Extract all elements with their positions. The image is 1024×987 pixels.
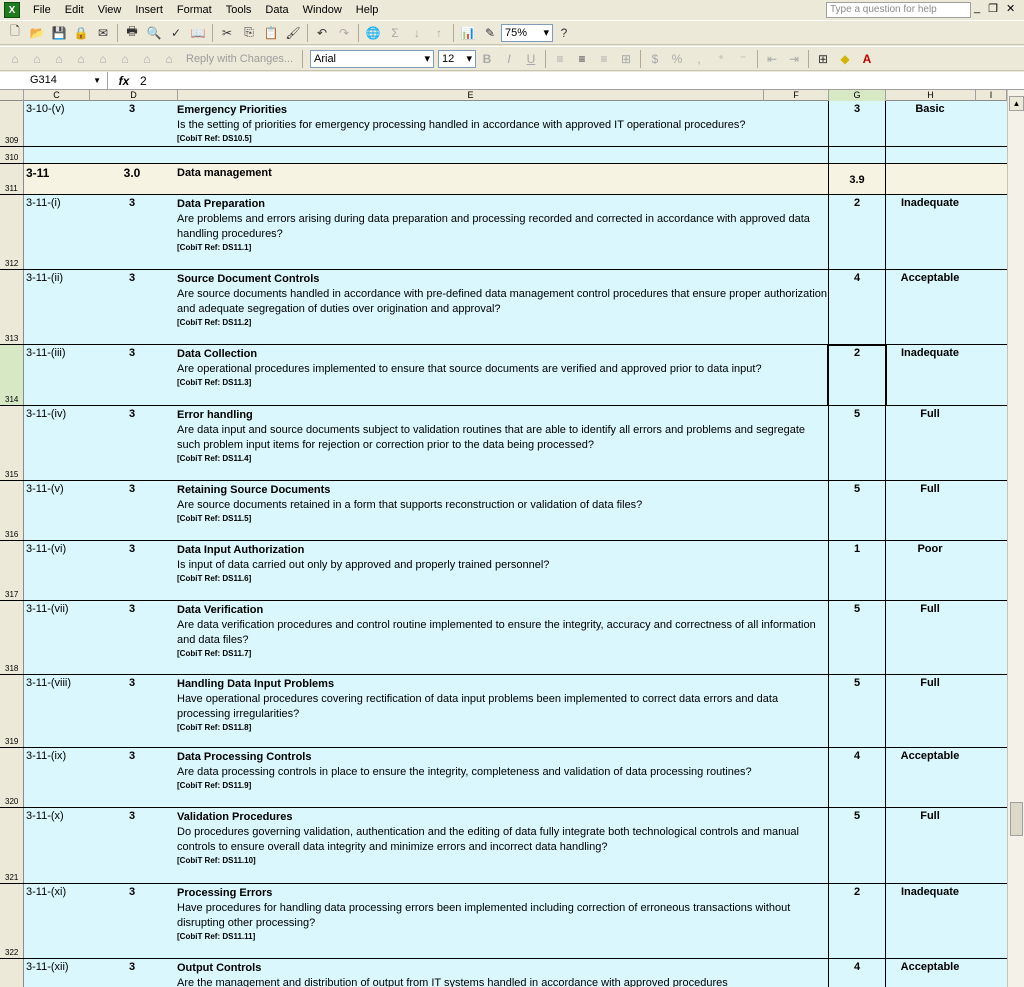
column-header-h[interactable]: H (886, 90, 976, 101)
item-question: Is input of data carried out only by approved and properly trained personnel? (177, 559, 550, 571)
item-title: Data Preparation (177, 198, 266, 210)
chevron-down-icon: ▼ (93, 76, 101, 85)
permission-icon[interactable]: 🔒 (73, 25, 89, 40)
cell-weight[interactable]: 3 (128, 103, 136, 115)
help-search-input[interactable]: Type a question for help (826, 2, 971, 18)
cobit-ref: [CobiT Ref: DS11.3] (177, 378, 252, 387)
fill-color-icon[interactable]: ◆ (840, 51, 850, 66)
row-header[interactable] (0, 959, 24, 987)
excel-app-icon[interactable]: X (4, 2, 20, 18)
email-icon[interactable]: ✉ (97, 25, 109, 40)
hyperlink-icon[interactable]: 🌐 (365, 25, 381, 40)
table-row (0, 406, 1007, 481)
table-row (0, 195, 1007, 270)
review-icon[interactable]: ⌂ (11, 51, 19, 66)
cell-rating[interactable]: Acceptable (900, 272, 960, 284)
item-title: Retaining Source Documents (177, 484, 331, 496)
cobit-ref: [CobiT Ref: DS11.7] (177, 649, 252, 658)
cell-score[interactable]: 1 (853, 543, 861, 555)
restore-icon[interactable]: ❐ (988, 3, 998, 15)
row-header[interactable]: 315 (0, 406, 24, 480)
cell-question[interactable] (177, 408, 827, 464)
format-painter-icon[interactable]: 🖌 (285, 25, 301, 40)
separator (808, 50, 809, 68)
close-icon[interactable]: ✕ (1006, 3, 1016, 15)
table-row (0, 270, 1007, 345)
column-header-i[interactable]: I (976, 90, 1007, 101)
table-row (0, 541, 1007, 601)
row-header[interactable]: 309 (0, 101, 24, 146)
cell-question[interactable] (177, 166, 827, 181)
redo-icon[interactable]: ↷ (338, 25, 350, 40)
table-row (0, 164, 1007, 195)
cobit-ref: [CobiT Ref: DS11.10] (177, 856, 256, 865)
cell-weight[interactable]: 3.0 (123, 166, 141, 180)
cell-weight[interactable]: 3 (128, 543, 136, 555)
item-title: Output Controls (177, 962, 262, 974)
row-header[interactable]: 311 (0, 164, 24, 194)
cell-code[interactable]: 3-11-(v) (26, 483, 64, 495)
standard-toolbar (0, 20, 1024, 45)
cell-code[interactable]: 3-11-(xii) (26, 961, 69, 973)
save-icon[interactable]: 💾 (51, 25, 67, 40)
cell-code[interactable]: 3-11-(vi) (26, 543, 67, 555)
cell-question[interactable] (177, 103, 827, 144)
item-question: Do procedures governing validation, authentication and the editing of data fully integrate both technological controls and manual controls to ensure overall data integrity and minimize errors and incorrect data handling? (177, 826, 799, 853)
item-title: Processing Errors (177, 887, 273, 899)
cell-weight[interactable]: 3 (128, 750, 136, 762)
scroll-up-icon[interactable]: ▲ (1009, 96, 1024, 111)
item-title: Data Verification (177, 604, 264, 616)
separator (453, 24, 454, 42)
decrease-decimal-icon[interactable]: ⁻ (739, 51, 747, 66)
item-title: Data Collection (177, 348, 258, 360)
menu-tools[interactable]: Tools (225, 4, 252, 16)
cell-code[interactable]: 3-11 (26, 166, 50, 180)
item-title: Validation Procedures (177, 811, 293, 823)
column-header-f[interactable]: F (764, 90, 829, 101)
cell-code[interactable]: 3-11-(viii) (26, 677, 72, 689)
cell-rating[interactable]: Inadequate (900, 197, 960, 209)
cell-score[interactable]: 5 (853, 603, 861, 615)
cell-rating[interactable]: Full (920, 408, 940, 420)
increase-indent-icon[interactable]: ⇥ (788, 51, 800, 66)
chevron-down-icon: ▾ (424, 53, 430, 65)
review-icon[interactable]: ⌂ (77, 51, 85, 66)
table-row (0, 147, 1007, 164)
cell-question[interactable] (177, 347, 827, 388)
cell-weight[interactable]: 3 (128, 272, 136, 284)
window-controls (974, 2, 1015, 15)
column-header-g[interactable]: G (829, 90, 886, 101)
cell-question[interactable] (177, 603, 827, 659)
menu-window[interactable]: Window (302, 4, 342, 16)
review-icon[interactable]: ⌂ (165, 51, 173, 66)
item-title: Emergency Priorities (177, 104, 288, 116)
select-all-corner[interactable] (0, 90, 24, 101)
open-icon[interactable]: 📂 (29, 25, 45, 40)
column-header-e[interactable]: E (178, 90, 764, 101)
item-question: Are source documents retained in a form that supports reconstruction or validation of data files? (177, 499, 643, 511)
cell-question[interactable] (177, 750, 827, 791)
table-row (0, 345, 1007, 406)
zoom-value: 75% (505, 26, 528, 39)
row-header[interactable]: 319 (0, 675, 24, 747)
minimize-icon[interactable]: _ (974, 2, 981, 14)
cell-question[interactable] (177, 810, 827, 866)
table-row (0, 481, 1007, 541)
cell-code[interactable]: 3-11-(i) (26, 197, 61, 209)
bold-icon[interactable]: B (482, 51, 492, 66)
cobit-ref: [CobiT Ref: DS11.9] (177, 781, 252, 790)
separator (757, 50, 758, 68)
item-question: Are data processing controls in place to ensure the integrity, completeness and validation of data processing routines? (177, 766, 752, 778)
borders-icon[interactable]: ⊞ (817, 51, 829, 66)
comma-icon[interactable]: , (697, 51, 701, 66)
menu-bar (0, 0, 1024, 20)
align-left-icon[interactable]: ≡ (556, 51, 564, 66)
align-right-icon[interactable]: ≡ (600, 51, 608, 66)
review-icon[interactable]: ⌂ (33, 51, 41, 66)
cell-rating[interactable]: Poor (917, 543, 943, 555)
cell-question[interactable] (177, 483, 827, 524)
autosum-icon[interactable]: Σ (391, 25, 399, 40)
name-box[interactable] (0, 72, 108, 89)
cell-score[interactable]: 2 (853, 197, 861, 209)
table-row (0, 959, 1007, 987)
cell-score[interactable]: 2 (853, 347, 861, 359)
cobit-ref: [CobiT Ref: DS11.2] (177, 318, 252, 327)
cell-question[interactable] (177, 961, 827, 987)
row-header[interactable]: 314 (0, 345, 24, 405)
cell-weight[interactable]: 3 (128, 886, 136, 898)
cell-code[interactable]: 3-11-(xi) (26, 886, 67, 898)
cell-rating[interactable]: Acceptable (900, 961, 960, 973)
cell-code[interactable]: 3-11-(x) (26, 810, 64, 822)
cell-score[interactable]: 4 (853, 272, 861, 284)
item-question: Are data input and source documents subject to validation routines that are able to identify all errors and problems and segregate such problem input items for rejection or correction prior to the data being processed? (177, 424, 805, 451)
row-header[interactable]: 313 (0, 270, 24, 344)
formula-input[interactable]: 2 (140, 73, 147, 88)
row-header[interactable]: 320 (0, 748, 24, 807)
font-color-icon[interactable]: A (862, 51, 872, 66)
cobit-ref: [CobiT Ref: DS11.8] (177, 723, 252, 732)
cobit-ref: [CobiT Ref: DS11.1] (177, 243, 252, 252)
align-center-icon[interactable]: ≡ (578, 51, 586, 66)
cell-score[interactable]: 4 (853, 750, 861, 762)
menu-format[interactable]: Format (176, 4, 212, 16)
scroll-thumb[interactable] (1010, 802, 1023, 836)
separator (545, 50, 546, 68)
cell-code[interactable]: 3-11-(ii) (26, 272, 64, 284)
review-icon[interactable]: ⌂ (99, 51, 107, 66)
cell-rating[interactable]: Acceptable (900, 750, 960, 762)
research-icon[interactable]: 📖 (190, 25, 206, 40)
merge-center-icon[interactable]: ⊞ (620, 51, 632, 66)
item-question: Are data verification procedures and control routine implemented to ensure the integrity, accuracy and correctness of all information and data files? (177, 619, 816, 646)
font-size-select[interactable] (438, 50, 476, 68)
cell-code[interactable]: 3-11-(ix) (26, 750, 67, 762)
separator (307, 24, 308, 42)
menu-data[interactable]: Data (265, 4, 289, 16)
font-name-select[interactable] (310, 50, 434, 68)
cell-rating[interactable]: Full (920, 677, 940, 689)
cell-rating[interactable]: Inadequate (900, 347, 960, 359)
cell-weight[interactable]: 3 (128, 483, 136, 495)
formatting-toolbar (0, 46, 1024, 71)
cell-question[interactable] (177, 886, 827, 942)
drawing-icon[interactable]: ✎ (484, 25, 496, 40)
column-header-c[interactable]: C (24, 90, 90, 101)
cell-score[interactable]: 3 (853, 103, 861, 115)
row-header[interactable]: 321 (0, 808, 24, 883)
cell-score[interactable]: 2 (853, 886, 861, 898)
cell-rating[interactable]: Inadequate (900, 886, 960, 898)
cobit-ref: [CobiT Ref: DS10.5] (177, 134, 252, 143)
copy-icon[interactable]: ⎘ (244, 25, 254, 39)
cobit-ref: [CobiT Ref: DS11.4] (177, 454, 252, 463)
item-title: Handling Data Input Problems (177, 678, 335, 690)
chart-wizard-icon[interactable]: 📊 (460, 25, 476, 40)
cut-icon[interactable]: ✂ (221, 25, 233, 40)
table-row (0, 601, 1007, 675)
cell-code[interactable]: 3-11-(iv) (26, 408, 67, 420)
chevron-down-icon: ▾ (543, 27, 549, 39)
row-header[interactable]: 312 (0, 195, 24, 269)
cell-weight[interactable]: 3 (128, 197, 136, 209)
cell-score[interactable]: 3.9 (849, 174, 865, 186)
formula-bar (0, 72, 1024, 90)
paste-icon[interactable]: 📋 (263, 25, 279, 40)
item-title: Error handling (177, 409, 253, 421)
print-icon[interactable]: 🖶 (126, 24, 138, 38)
percent-icon[interactable]: % (671, 51, 683, 66)
table-row (0, 808, 1007, 884)
currency-icon[interactable]: $ (651, 51, 659, 66)
item-title: Data Processing Controls (177, 751, 312, 763)
item-question: Have procedures for handling data processing errors been implemented including correction of erroneous transactions without disrupting other processing? (177, 902, 791, 929)
row-header[interactable]: 317 (0, 541, 24, 600)
row-header[interactable]: 322 (0, 884, 24, 958)
name-box-value: G314 (30, 74, 57, 86)
cobit-ref: [CobiT Ref: DS11.6] (177, 574, 252, 583)
table-row (0, 675, 1007, 748)
reply-with-changes-button[interactable]: Reply with Changes... (186, 52, 293, 65)
row-header[interactable]: 318 (0, 601, 24, 674)
cell-score[interactable]: 5 (853, 677, 861, 689)
item-question: Are operational procedures implemented to ensure that source documents are verified and approved prior to data input? (177, 363, 762, 375)
sort-descending-icon[interactable]: ↑ (436, 25, 442, 40)
cell-rating[interactable]: Basic (915, 103, 945, 115)
cell-weight[interactable]: 3 (128, 677, 136, 689)
item-question: Are source documents handled in accordance with pre-defined data management control procedures that ensure proper authorization and adequate segregation of duties over origination and approval? (177, 288, 828, 315)
cell-weight[interactable]: 3 (128, 603, 136, 615)
cell-code[interactable]: 3-11-(iii) (26, 347, 66, 359)
column-headers (0, 90, 1024, 101)
item-title: Source Document Controls (177, 273, 320, 285)
table-row (0, 748, 1007, 808)
cell-code[interactable]: 3-10-(v) (26, 103, 65, 115)
item-question: Is the setting of priorities for emergency processing handled in accordance with approved IT operational procedures? (177, 119, 746, 131)
function-icon[interactable]: fx (118, 73, 130, 88)
cell-code[interactable]: 3-11-(vii) (26, 603, 69, 615)
cell-weight[interactable]: 3 (128, 347, 136, 359)
sort-ascending-icon[interactable]: ↓ (414, 25, 420, 40)
menu-file[interactable]: File (33, 4, 51, 16)
cell-score[interactable]: 5 (853, 408, 861, 420)
menu-help[interactable]: Help (355, 4, 379, 16)
menu-edit[interactable]: Edit (64, 4, 84, 16)
row-header[interactable]: 316 (0, 481, 24, 540)
cell-score[interactable]: 4 (853, 961, 861, 973)
menu-insert[interactable]: Insert (135, 4, 163, 16)
cell-rating[interactable]: Full (920, 483, 940, 495)
vertical-scrollbar[interactable] (1007, 90, 1024, 987)
help-icon[interactable]: ? (560, 25, 568, 40)
new-icon[interactable]: 🗋 (10, 24, 20, 38)
chevron-down-icon: ▾ (466, 53, 472, 65)
item-question: Are problems and errors arising during data preparation and processing recorded and corrected in accordance with approved data handling procedures? (177, 213, 810, 240)
cell-score[interactable]: 5 (853, 483, 861, 495)
row-header[interactable]: 310 (0, 147, 24, 163)
table-row (0, 884, 1007, 959)
column-header-d[interactable]: D (90, 90, 178, 101)
cell-weight[interactable]: 3 (128, 810, 136, 822)
item-question: Have operational procedures covering rectification of data input problems been implemented to correct data errors and data processing irregularities? (177, 693, 779, 720)
zoom-select[interactable] (501, 24, 553, 42)
separator (358, 24, 359, 42)
spelling-icon[interactable]: ✓ (170, 25, 182, 40)
cell-rating[interactable]: Full (920, 810, 940, 822)
cell-rating[interactable]: Full (920, 603, 940, 615)
font-size-value: 12 (442, 52, 455, 65)
underline-icon[interactable]: U (526, 51, 536, 66)
cell-question[interactable] (177, 197, 827, 253)
cobit-ref: [CobiT Ref: DS11.11] (177, 932, 256, 941)
cell-question[interactable] (177, 272, 827, 328)
increase-decimal-icon[interactable]: ⁺ (717, 51, 725, 66)
undo-icon[interactable]: ↶ (316, 25, 328, 40)
cell-question[interactable] (177, 543, 827, 584)
decrease-indent-icon[interactable]: ⇤ (766, 51, 778, 66)
font-name-value: Arial (314, 52, 337, 65)
italic-icon[interactable]: I (507, 51, 511, 66)
cell-weight[interactable]: 3 (128, 408, 136, 420)
section-title: Data management (177, 167, 272, 179)
cell-weight[interactable]: 3 (128, 961, 136, 973)
separator (302, 50, 303, 68)
cobit-ref: [CobiT Ref: DS11.5] (177, 514, 252, 523)
item-question: Are the management and distribution of output from IT systems handled in accordance with approved procedures (177, 977, 728, 987)
worksheet-grid[interactable] (0, 101, 1007, 987)
table-row (0, 101, 1007, 147)
review-icon[interactable]: ⌂ (121, 51, 129, 66)
active-cell-selection (827, 344, 887, 407)
review-icon[interactable]: ⌂ (55, 51, 63, 66)
cell-score[interactable]: 5 (853, 810, 861, 822)
separator (212, 24, 213, 42)
review-icon[interactable]: ⌂ (143, 51, 151, 66)
item-title: Data Input Authorization (177, 544, 305, 556)
separator (117, 24, 118, 42)
cell-question[interactable] (177, 677, 827, 733)
separator (640, 50, 641, 68)
menu-view[interactable]: View (97, 4, 122, 16)
print-preview-icon[interactable]: 🔍 (146, 25, 162, 40)
